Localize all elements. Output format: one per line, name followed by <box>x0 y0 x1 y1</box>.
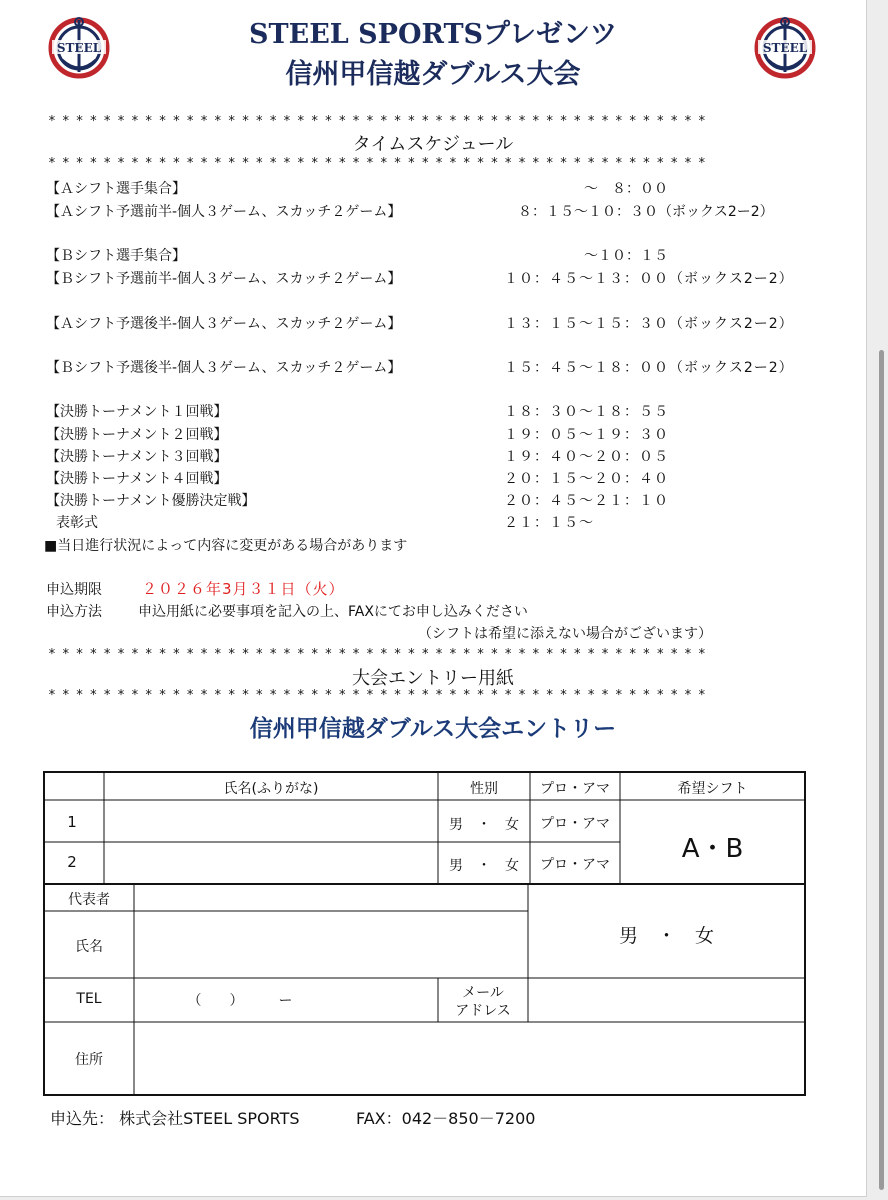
rep-label: 代表者 <box>68 892 110 908</box>
deadline-label: 申込期限 <box>46 582 102 598</box>
form-col-pro: プロ・アマ <box>540 781 610 797</box>
form-col-shift: 希望シフト <box>677 781 748 797</box>
tel-label: TEL <box>76 991 102 1007</box>
method-label: 申込方法 <box>46 604 102 620</box>
schedule-time: ２１：１５～ <box>504 515 594 531</box>
tel-field[interactable]: （ ） ー <box>187 993 293 1009</box>
rep-gender-choice[interactable]: 男 ・ 女 <box>618 925 714 947</box>
schedule-time: １９：４０～２０：０５ <box>504 449 669 465</box>
shift-choice[interactable]: A・B <box>681 834 744 864</box>
schedule-label: 【決勝トーナメント１回戦】 <box>46 404 228 420</box>
form-col-name: 氏名(ふりがな) <box>223 781 319 797</box>
schedule-label: 【Ａシフト選手集合】 <box>46 181 186 197</box>
schedule-time: １３：１５～１５：３０（ボックス2ー2） <box>504 316 794 332</box>
entry-heading: 大会エントリー用紙 <box>352 668 514 689</box>
row-number: 1 <box>67 813 77 831</box>
schedule-time: １０：４５～１３：００（ボックス2ー2） <box>504 271 794 287</box>
schedule-time: １８：３０～１８：５５ <box>504 404 669 420</box>
method-value: 申込用紙に必要事項を記入の上、FAXにてお申し込みください <box>138 604 528 620</box>
schedule-time: ２０：１５～２０：４０ <box>504 471 669 487</box>
schedule-label: 【Ｂシフト予選前半‐個人３ゲーム、スカッチ２ゲーム】 <box>46 271 402 287</box>
mail-field[interactable] <box>530 980 803 1020</box>
schedule-label: 【Ｂシフト予選後半‐個人３ゲーム、スカッチ２ゲーム】 <box>46 360 402 376</box>
address-field[interactable] <box>136 1024 803 1093</box>
entry-title: 信州甲信越ダブルス大会エントリー <box>249 716 617 742</box>
pro-choice-1[interactable]: プロ・アマ <box>540 816 610 832</box>
schedule-label: 【決勝トーナメント優勝決定戦】 <box>46 493 256 509</box>
schedule-label: 【Ａシフト予選前半‐個人３ゲーム、スカッチ２ゲーム】 <box>46 204 402 220</box>
schedule-label: 【決勝トーナメント４回戦】 <box>46 471 228 487</box>
schedule-label: 【Ｂシフト選手集合】 <box>46 248 186 264</box>
row-number: 2 <box>67 853 77 871</box>
deadline-value: ２０２６年3月３１日（火） <box>142 580 345 598</box>
address-label: 住所 <box>75 1052 103 1068</box>
title-line-1: STEEL SPORTSプレゼンツ <box>249 19 617 50</box>
schedule-time: ８：１５～１０：３０（ボックス2ー2） <box>518 204 774 220</box>
star-divider: ************************************************ <box>48 688 712 703</box>
schedule-label: 【Ａシフト予選後半‐個人３ゲーム、スカッチ２ゲーム】 <box>46 316 402 332</box>
schedule-time: １５：４５～１８：００（ボックス2ー2） <box>504 360 794 376</box>
name-field-1[interactable] <box>106 802 436 840</box>
gender-choice-1[interactable]: 男 ・ 女 <box>449 817 519 833</box>
schedule-time: ２０：４５～２１：１０ <box>504 493 669 509</box>
rep-name-field[interactable] <box>136 913 526 976</box>
name-label: 氏名 <box>75 939 103 955</box>
schedule-label: 【決勝トーナメント２回戦】 <box>46 427 228 443</box>
schedule-time: ～１０：１５ <box>584 248 668 264</box>
gender-choice-2[interactable]: 男 ・ 女 <box>449 858 519 874</box>
star-divider: ************************************************ <box>48 647 712 662</box>
apply-to-text: 申込先： 株式会社STEEL SPORTS <box>50 1109 300 1128</box>
svg-text:STEEL: STEEL <box>762 41 808 55</box>
form-col-gender: 性別 <box>470 781 498 797</box>
star-divider: ************************************************ <box>48 114 712 129</box>
schedule-label: 【決勝トーナメント３回戦】 <box>46 449 228 465</box>
title-line-2: 信州甲信越ダブルス大会 <box>285 59 581 90</box>
notice-text: ■当日進行状況によって内容に変更がある場合があります <box>44 538 408 554</box>
fax-text: FAX：042－850－7200 <box>356 1109 536 1128</box>
pro-choice-2[interactable]: プロ・アマ <box>540 857 610 873</box>
svg-text:STEEL: STEEL <box>56 41 102 55</box>
schedule-label: 表彰式 <box>56 515 98 531</box>
scrollbar[interactable] <box>879 350 884 1190</box>
mail-label: メール <box>462 985 504 1001</box>
schedule-time: ～ ８：００ <box>584 181 668 197</box>
method-note: （シフトは希望に添えない場合がございます） <box>418 626 712 642</box>
mail-label: アドレス <box>455 1003 511 1019</box>
schedule-heading: タイムスケジュール <box>352 134 514 155</box>
star-divider: ************************************************ <box>48 156 712 171</box>
schedule-time: １９：０５～１９：３０ <box>504 427 669 443</box>
name-field-2[interactable] <box>106 844 436 882</box>
